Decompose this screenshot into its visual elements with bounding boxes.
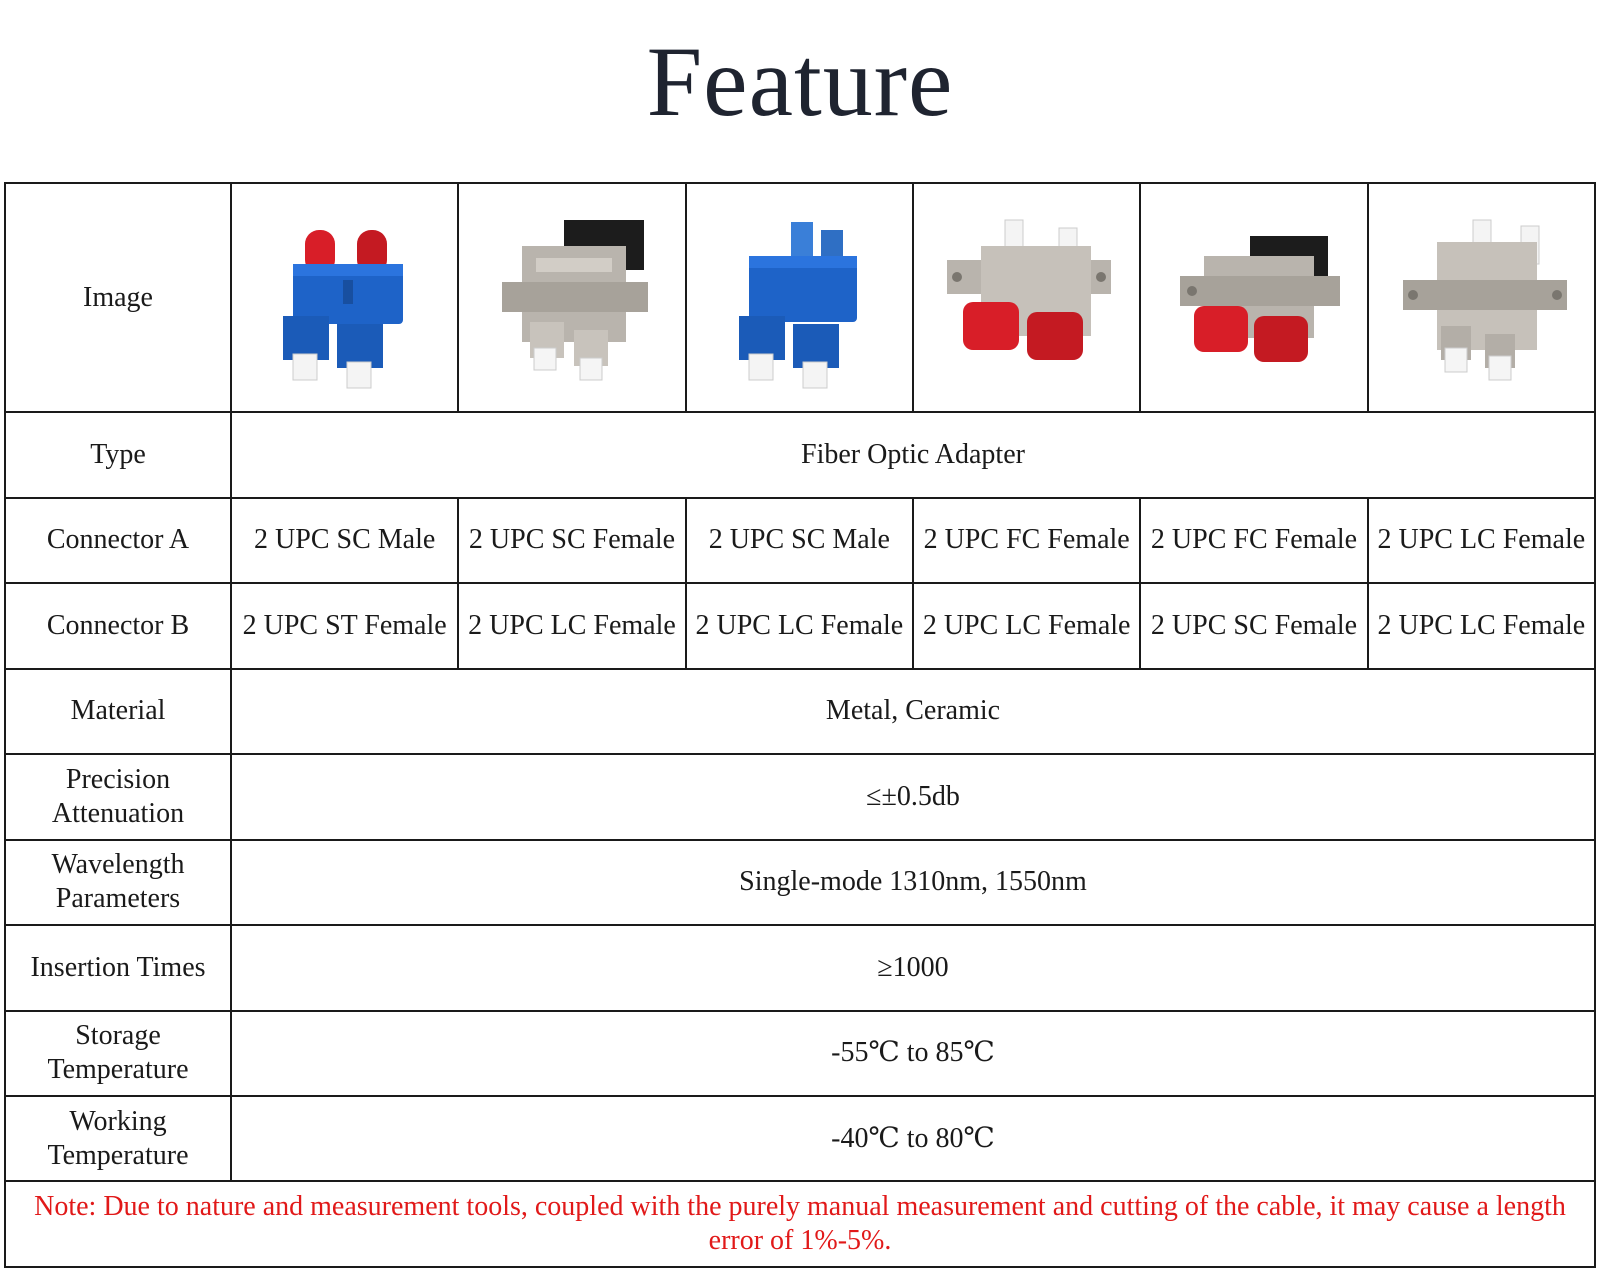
connector-b-cell: 2 UPC LC Female [458, 583, 685, 668]
working-label-line-1: Working [69, 1105, 167, 1137]
feature-table [4, 182, 1596, 1268]
connector-a-label: Connector A [5, 498, 231, 583]
connector-b-cell: 2 UPC SC Female [1140, 583, 1367, 668]
connector-a-cell: 2 UPC FC Female [1140, 498, 1367, 583]
page-title: Feature [646, 26, 954, 137]
connector-a-cell: 2 UPC SC Female [458, 498, 685, 583]
connector-a-cell: 2 UPC FC Female [913, 498, 1140, 583]
precision-value: ≤±0.5db [231, 754, 1595, 839]
connector-a-cell: 2 UPC LC Female [1368, 498, 1595, 583]
fc-sc-adapter-icon [1154, 198, 1354, 398]
image-label: Image [5, 183, 231, 412]
precision-row [5, 754, 1595, 839]
working-value: -40℃ to 80℃ [231, 1096, 1595, 1181]
fc-lc-adapter-icon [927, 198, 1127, 398]
adapter-image-4 [913, 183, 1140, 412]
storage-value: -55℃ to 85℃ [231, 1011, 1595, 1096]
connector-b-cell: 2 UPC LC Female [1368, 583, 1595, 668]
wavelength-label-line-2: Parameters [55, 883, 181, 915]
wavelength-label [5, 840, 231, 925]
adapter-image-5 [1140, 183, 1367, 412]
sc-st-adapter-icon [245, 198, 445, 398]
precision-label-line-1: Precision [65, 763, 171, 795]
material-row [5, 669, 1595, 754]
connector-b-cell: 2 UPC LC Female [913, 583, 1140, 668]
image-row [5, 183, 1595, 412]
insertion-row [5, 925, 1595, 1010]
working-label-line-2: Temperature [47, 1139, 189, 1171]
adapter-image-2 [458, 183, 685, 412]
connector-a-cell: 2 UPC SC Male [231, 498, 458, 583]
type-value: Fiber Optic Adapter [231, 412, 1595, 497]
adapter-image-1 [231, 183, 458, 412]
lc-lc-adapter-icon [1381, 198, 1581, 398]
wavelength-row [5, 840, 1595, 925]
sc-lc-blue-adapter-icon [699, 198, 899, 398]
connector-b-label: Connector B [5, 583, 231, 668]
storage-label-line-2: Temperature [47, 1054, 189, 1086]
note-text: Note: Due to nature and measurement tools, coupled with the purely manual measurement and cutting of the cable, it may cause a length error of 1%-5%. [5, 1181, 1595, 1267]
insertion-label: Insertion Times [5, 925, 231, 1010]
connector-a-cell: 2 UPC SC Male [686, 498, 913, 583]
connector-b-cell: 2 UPC LC Female [686, 583, 913, 668]
adapter-image-3 [686, 183, 913, 412]
storage-row [5, 1011, 1595, 1096]
connector-a-row [5, 498, 1595, 583]
type-label: Type [5, 412, 231, 497]
connector-b-cell: 2 UPC ST Female [231, 583, 458, 668]
sc-lc-metal-adapter-icon [472, 198, 672, 398]
wavelength-value: Single-mode 1310nm, 1550nm [231, 840, 1595, 925]
storage-label-line-1: Storage [75, 1020, 161, 1052]
type-row [5, 412, 1595, 497]
note-row [5, 1181, 1595, 1267]
working-label [5, 1096, 231, 1181]
connector-b-row [5, 583, 1595, 668]
material-label: Material [5, 669, 231, 754]
wavelength-label-line-1: Wavelength [51, 849, 185, 881]
insertion-value: ≥1000 [231, 925, 1595, 1010]
material-value: Metal, Ceramic [231, 669, 1595, 754]
storage-label [5, 1011, 231, 1096]
precision-label [5, 754, 231, 839]
adapter-image-6 [1368, 183, 1595, 412]
working-row [5, 1096, 1595, 1181]
precision-label-line-2: Attenuation [51, 797, 185, 829]
